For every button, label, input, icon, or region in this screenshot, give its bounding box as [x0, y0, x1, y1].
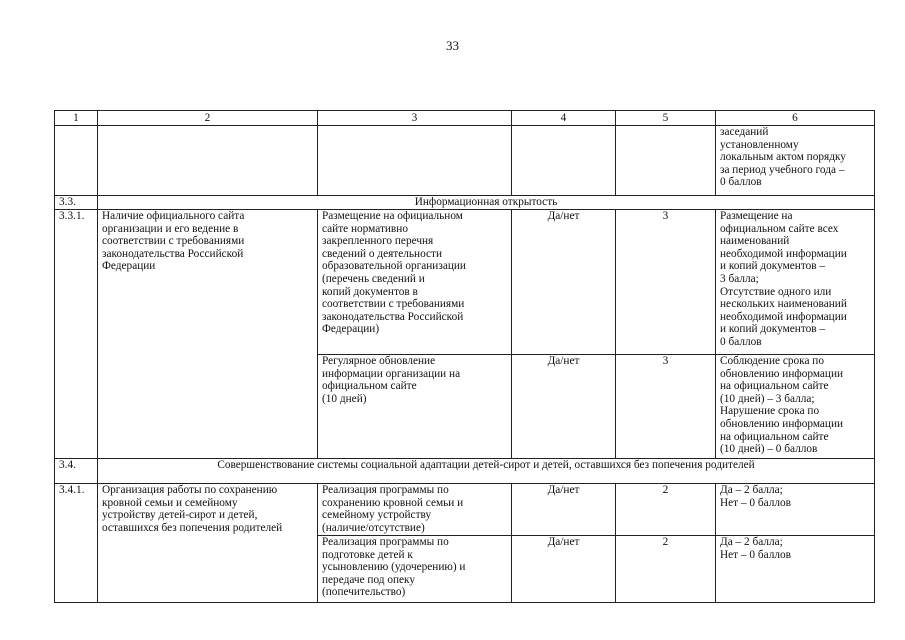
page-number: 33: [446, 38, 459, 53]
scoring-cell: Да – 2 балла; Нет – 0 баллов: [716, 484, 875, 536]
scoring-cell: Да – 2 балла; Нет – 0 баллов: [716, 536, 875, 603]
row-number: 3.4.1.: [55, 484, 98, 603]
criterion-cell: Организация работы по сохранению кровной семьи и семейному устройству детей-сирот и детей, оставшихся без попечения родителей: [98, 484, 318, 603]
column-header: 3: [318, 111, 512, 126]
section-number: 3.3.: [55, 196, 98, 210]
column-header: 2: [98, 111, 318, 126]
column-header: 1: [55, 111, 98, 126]
indicator-cell: Реализация программы по подготовке детей к усыновлению (удочерению) и передаче под опеку (попечительство): [318, 536, 512, 603]
section-title: Информационная открытость: [98, 196, 875, 210]
section-title: Совершенствование системы социальной адаптации детей-сирот и детей, оставшихся без попечения родителей: [98, 459, 875, 484]
section-row: [55, 459, 875, 484]
scoring-cell: Размещение на официальном сайте всех наименований необходимой информации и копий документов – 3 балла; Отсутствие одного или нескольких наименований необходимой информации и копий документов – 0 баллов: [716, 210, 875, 355]
section-row: [55, 196, 875, 210]
row-number: 3.3.1.: [55, 210, 98, 459]
indicator-cell: Регулярное обновление информации организации на официальном сайте (10 дней): [318, 355, 512, 459]
max-score-cell: 3: [616, 210, 716, 355]
column-header: 4: [512, 111, 616, 126]
table-row: [55, 126, 875, 196]
scoring-cell: Соблюдение срока по обновлению информации на официальном сайте (10 дней) – 3 балла; Нарушение срока по обновлению информации на официальном сайте (10 дней) – 0 баллов: [716, 355, 875, 459]
table-row: [55, 484, 875, 536]
max-score-cell: 2: [616, 484, 716, 536]
measure-cell: Да/нет: [512, 355, 616, 459]
indicator-cell: Размещение на официальном сайте нормативно закрепленного перечня сведений о деятельности образовательной организации (перечень сведений и копий документов в соответствии с требованиями законодательства Российской Федерации): [318, 210, 512, 355]
max-score-cell: 2: [616, 536, 716, 603]
criterion-cell: Наличие официального сайта организации и его ведение в соответствии с требованиями законодательства Российской Федерации: [98, 210, 318, 459]
column-header: 6: [716, 111, 875, 126]
max-score-cell: 3: [616, 355, 716, 459]
measure-cell: Да/нет: [512, 536, 616, 603]
section-number: 3.4.: [55, 459, 98, 484]
measure-cell: Да/нет: [512, 484, 616, 536]
scoring-cell: заседаний установленному локальным актом порядку за период учебного года – 0 баллов: [716, 126, 875, 196]
table-row: [55, 210, 875, 355]
measure-cell: Да/нет: [512, 210, 616, 355]
indicator-cell: Реализация программы по сохранению кровной семьи и семейному устройству (наличие/отсутствие): [318, 484, 512, 536]
column-header: 5: [616, 111, 716, 126]
criteria-table: [54, 110, 875, 603]
table-header-row: [55, 111, 875, 126]
